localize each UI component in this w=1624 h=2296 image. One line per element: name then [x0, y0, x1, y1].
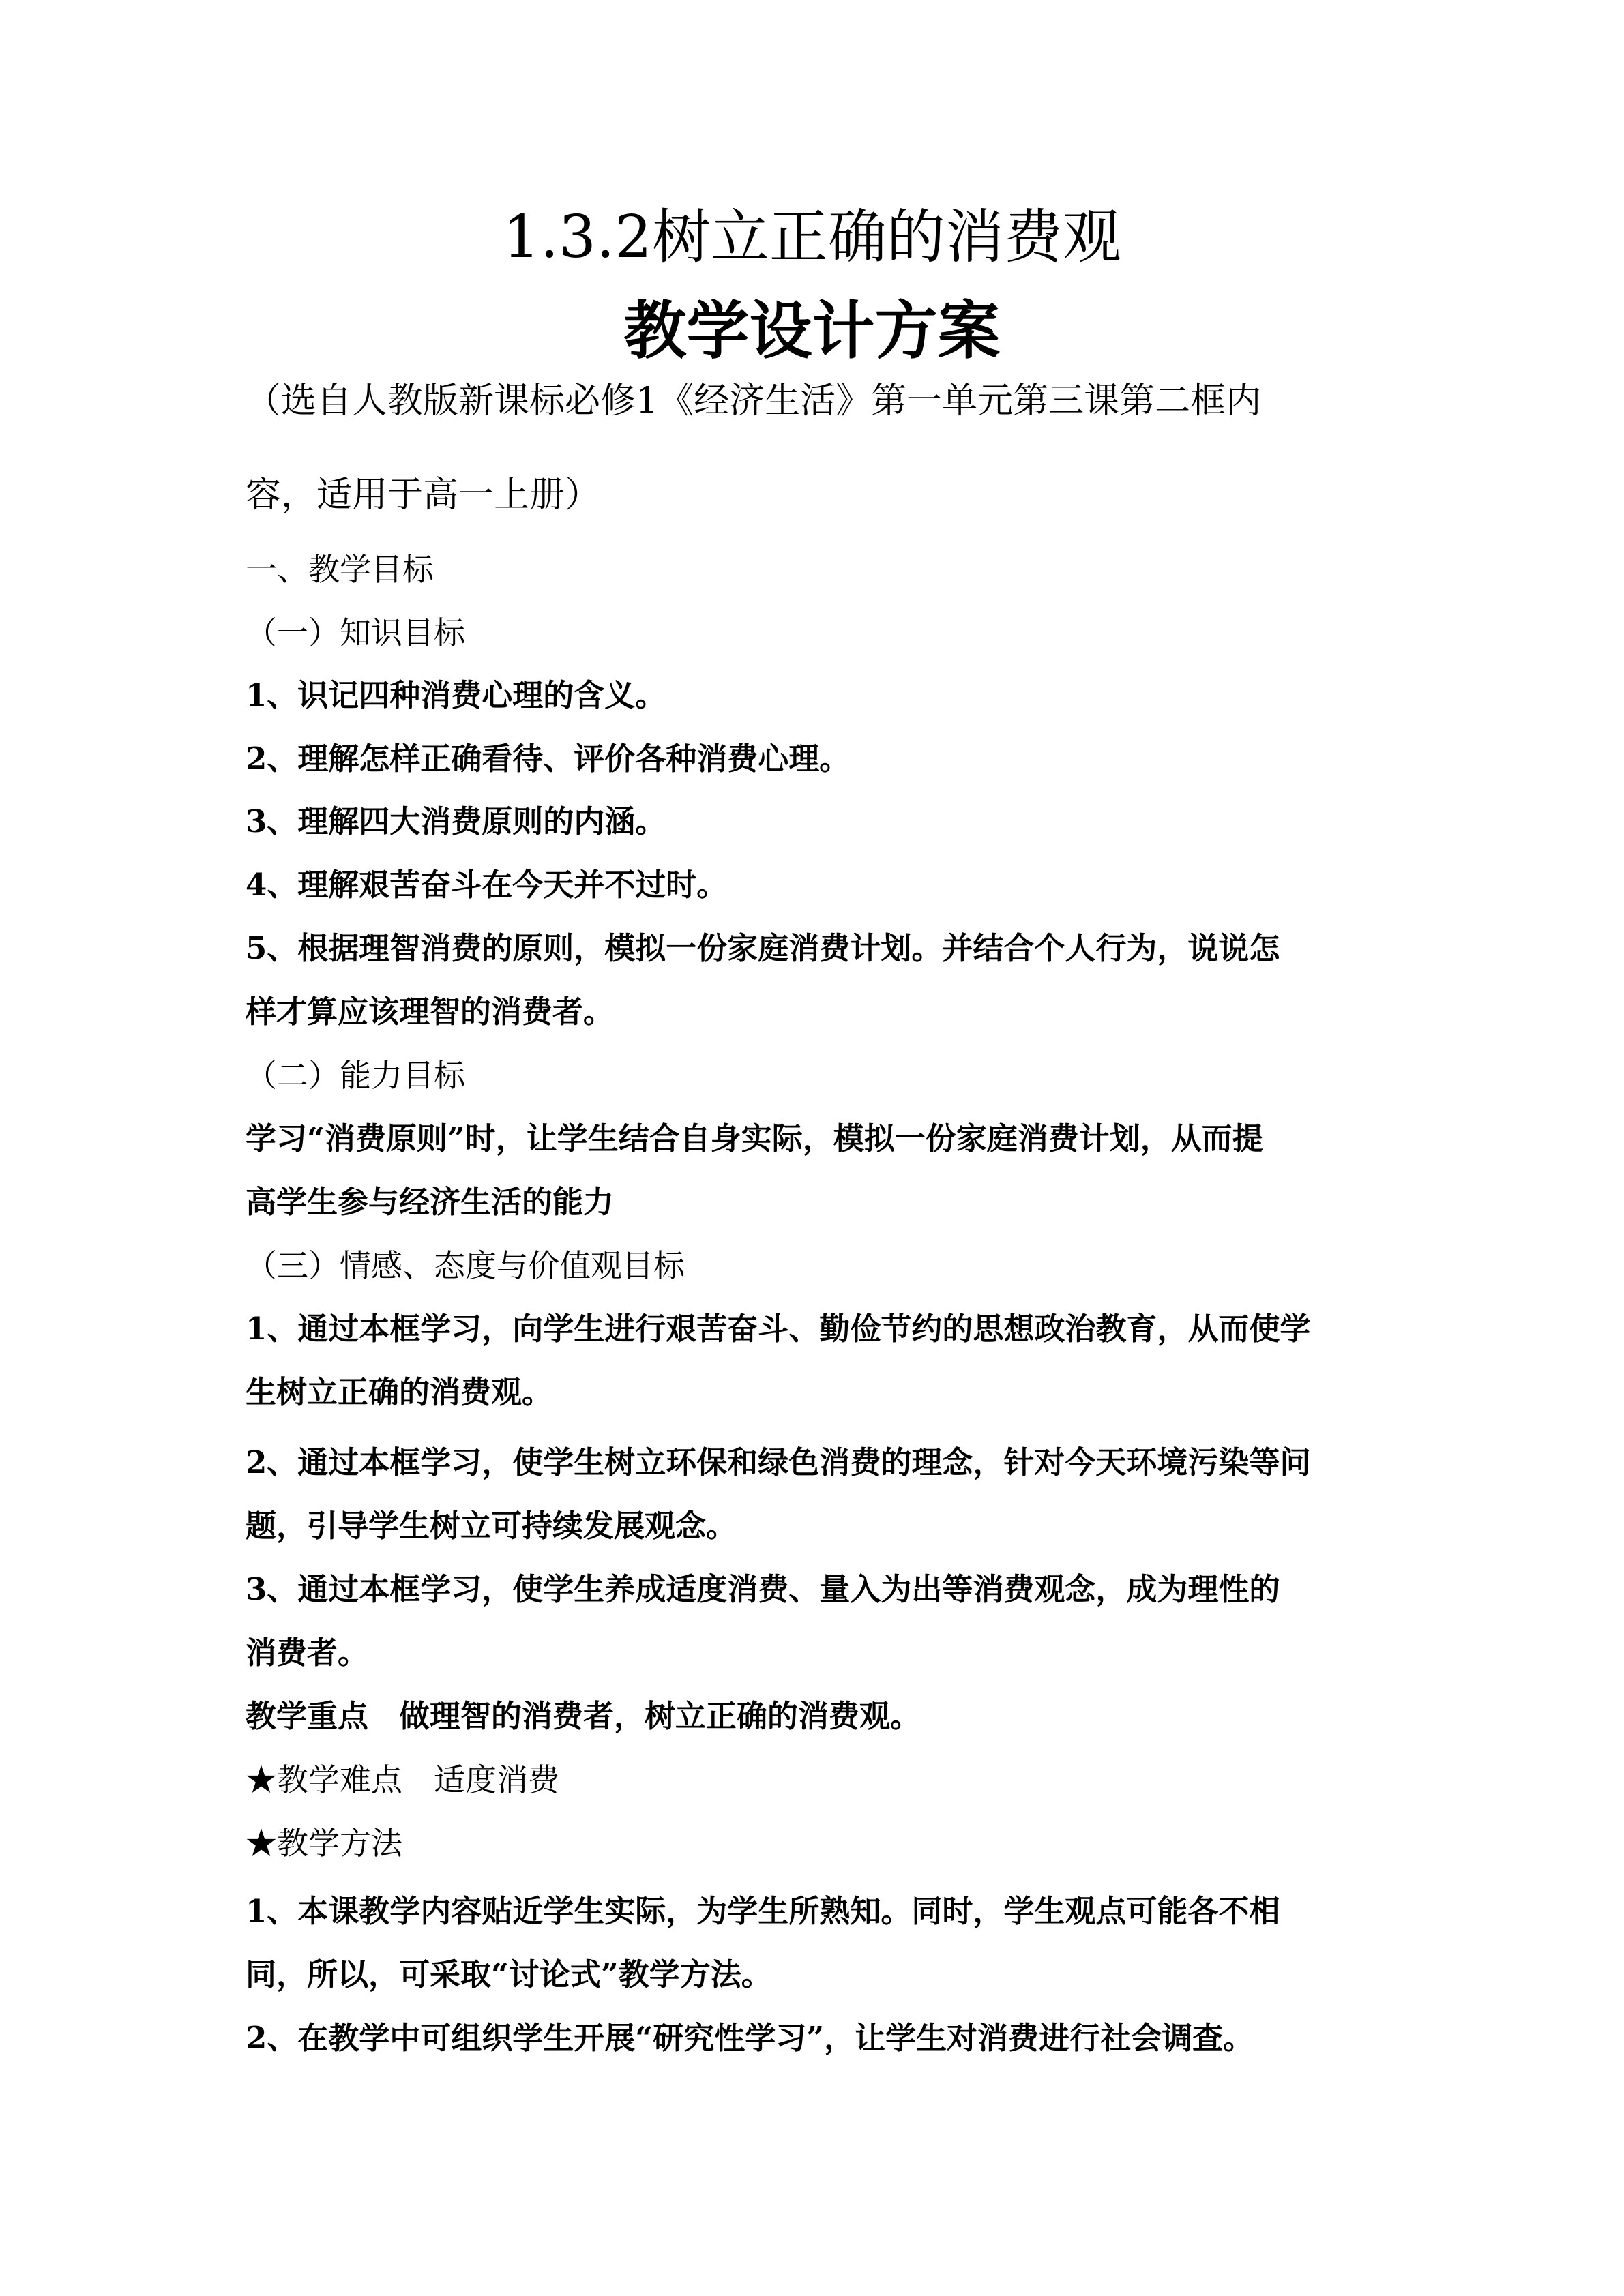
emotion-item: 1、通过本框学习，向学生进行艰苦奋斗、勤俭节约的思想政治教育，从而使学	[246, 1311, 1311, 1347]
objectives-heading: 一、教学目标	[246, 551, 434, 588]
document-subtitle: 教学设计方案	[623, 294, 1001, 368]
method-item: 1、本课教学内容贴近学生实际，为学生所熟知。同时，学生观点可能各不相	[246, 1893, 1280, 1929]
knowledge-item-continuation: 样才算应该理智的消费者。	[246, 994, 615, 1030]
emotion-item-continuation: 生树立正确的消费观。	[246, 1374, 553, 1410]
ability-text-continuation: 高学生参与经济生活的能力	[246, 1184, 615, 1220]
emotion-heading: （三）情感、态度与价值观目标	[246, 1247, 685, 1284]
emotion-item-continuation: 题，引导学生树立可持续发展观念。	[246, 1508, 737, 1544]
knowledge-item: 2、理解怎样正确看待、评价各种消费心理。	[246, 741, 851, 777]
ability-text: 学习“消费原则”时，让学生结合自身实际，模拟一份家庭消费计划，从而提	[246, 1120, 1263, 1157]
difficulty-point: ★教学难点 适度消费	[246, 1761, 559, 1798]
knowledge-item: 1、识记四种消费心理的含义。	[246, 677, 666, 713]
ability-heading: （二）能力目标	[246, 1057, 465, 1094]
knowledge-heading: （一）知识目标	[246, 614, 465, 651]
knowledge-item: 4、理解艰苦奋斗在今天并不过时。	[246, 867, 728, 903]
knowledge-item: 5、根据理智消费的原则，模拟一份家庭消费计划。并结合个人行为，说说怎	[246, 930, 1280, 966]
methods-heading: ★教学方法	[246, 1825, 402, 1862]
key-point: 教学重点 做理智的消费者，树立正确的消费观。	[246, 1698, 921, 1734]
method-item: 2、在教学中可组织学生开展“研究性学习”，让学生对消费进行社会调查。	[246, 2020, 1254, 2056]
emotion-item: 3、通过本框学习，使学生养成适度消费、量入为出等消费观念，成为理性的	[246, 1571, 1280, 1607]
source-note-line-1: （选自人教版新课标必修1《经济生活》第一单元第三课第二框内	[246, 381, 1262, 421]
document-title: 1.3.2树立正确的消费观	[503, 203, 1121, 271]
source-note-line-2: 容，适用于高一上册）	[246, 475, 601, 516]
knowledge-item: 3、理解四大消费原则的内涵。	[246, 803, 666, 839]
method-item-continuation: 同，所以，可采取“讨论式”教学方法。	[246, 1956, 772, 1993]
emotion-item-continuation: 消费者。	[246, 1635, 369, 1671]
emotion-item: 2、通过本框学习，使学生树立环保和绿色消费的理念，针对今天环境污染等问	[246, 1444, 1311, 1480]
